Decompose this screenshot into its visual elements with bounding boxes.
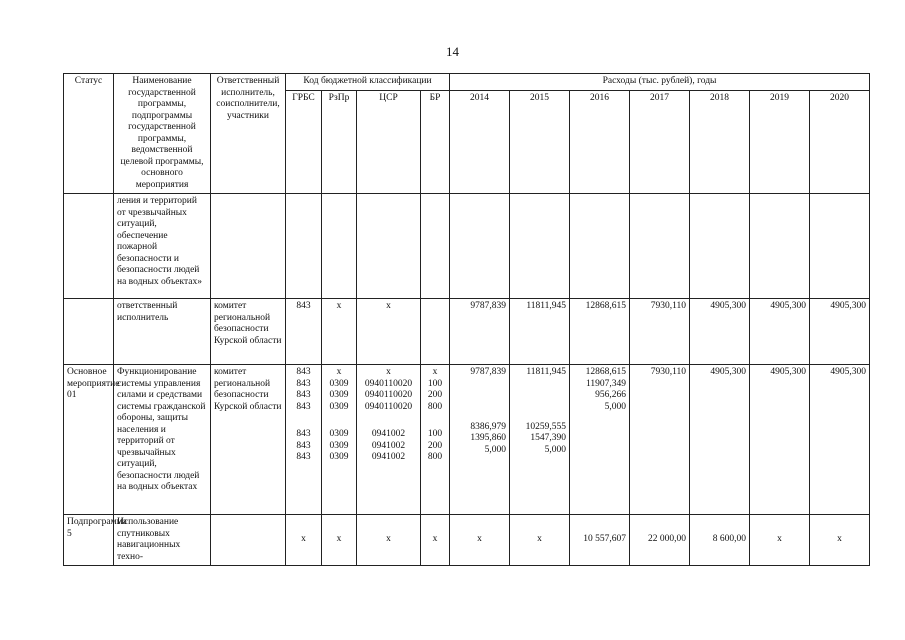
cell-2014: x — [450, 515, 510, 566]
header-name: Наименование государственной программы, подпрограммы государственной программы, ведомственной целевой программы, основного мероприятия — [114, 74, 211, 194]
header-year-2015: 2015 — [510, 90, 570, 193]
cell-2015-group — [510, 365, 570, 515]
cell-empty — [810, 194, 870, 299]
rzpr-block-1: x 0309 0309 0309 — [329, 367, 349, 412]
cell-2018: 8 600,00 — [690, 515, 750, 566]
cell-2019: x — [750, 515, 810, 566]
cell-rzpr: x — [322, 515, 357, 566]
page-number: 14 — [446, 44, 459, 59]
cell-empty — [211, 194, 286, 299]
rzpr-block-2: 0309 0309 0309 — [329, 429, 349, 462]
cell-empty — [421, 194, 450, 299]
table-row-responsible-exec — [64, 299, 870, 365]
cell-2014-group — [450, 365, 510, 515]
cell-empty — [570, 194, 630, 299]
budget-table — [63, 73, 870, 566]
cell-br-group — [421, 365, 450, 515]
cell-2017: 7930,110 — [630, 365, 690, 515]
cell-grbs-group — [286, 365, 322, 515]
cell-name: ления и территорий от чрезвычайных ситуаций, обеспечение пожарной безопасности и безопасности людей на водных объектах» — [114, 194, 211, 299]
cell-name: Использование спутниковых навигационных техно- — [114, 515, 211, 566]
cell-2020: x — [810, 515, 870, 566]
header-budget-code: Код бюджетной классификации — [286, 74, 450, 91]
cell-2014: 9787,839 — [450, 299, 510, 365]
cell-rzpr: x — [322, 299, 357, 365]
cell-rzpr-group — [322, 365, 357, 515]
csr-block-2: 0941002 0941002 0941002 — [371, 429, 406, 462]
cell-br: x — [421, 515, 450, 566]
cell-grbs: 843 — [286, 299, 322, 365]
grbs-block-1: 843 843 843 843 — [296, 367, 311, 412]
cell-2020: 4905,300 — [810, 365, 870, 515]
header-row-top — [64, 74, 870, 91]
header-expenses: Расходы (тыс. рублей), годы — [450, 74, 870, 91]
header-responsible: Ответственный исполнитель, соисполнители, участники — [211, 74, 286, 194]
cell-csr: x — [357, 515, 421, 566]
cell-2016: 10 557,607 — [570, 515, 630, 566]
table-row-subprogram-5 — [64, 515, 870, 566]
header-year-2017: 2017 — [630, 90, 690, 193]
cell-2017: 7930,110 — [630, 299, 690, 365]
cell-2016: 12868,615 — [570, 299, 630, 365]
header-grbs: ГРБС — [286, 90, 322, 193]
cell-csr: x — [357, 299, 421, 365]
cell-empty — [64, 194, 114, 299]
cell-2016: 12868,615 11907,349 956,266 5,000 — [570, 365, 630, 515]
cell-br — [421, 299, 450, 365]
cell-name: ответственный исполнитель — [114, 299, 211, 365]
cell-name: Функционирование системы управления силами и средствами системы гражданской обороны, защиты населения и территорий от чрезвычайных ситуаций, безопасности людей на водных объектах — [114, 365, 211, 515]
header-year-2016: 2016 — [570, 90, 630, 193]
cell-2018: 4905,300 — [690, 299, 750, 365]
header-year-2014: 2014 — [450, 90, 510, 193]
grbs-block-2: 843 843 843 — [296, 429, 311, 462]
cell-empty — [64, 299, 114, 365]
cell-empty — [286, 194, 322, 299]
v2015-block-1: 11811,945 — [526, 367, 567, 377]
header-status: Статус — [64, 74, 114, 194]
cell-2019: 4905,300 — [750, 365, 810, 515]
br-block-2: 100 200 800 — [427, 429, 443, 462]
table-row-continuation — [64, 194, 870, 299]
header-year-2018: 2018 — [690, 90, 750, 193]
v2015-block-2: 10259,555 1547,390 5,000 — [525, 421, 567, 455]
cell-2015: 11811,945 — [510, 299, 570, 365]
cell-empty — [322, 194, 357, 299]
cell-responsible: комитет региональной безопасности Курской области — [211, 299, 286, 365]
cell-status: Подпрограмма 5 — [64, 515, 114, 566]
cell-empty — [750, 194, 810, 299]
header-rzpr: РзПр — [322, 90, 357, 193]
cell-empty — [510, 194, 570, 299]
cell-grbs: x — [286, 515, 322, 566]
header-year-2020: 2020 — [810, 90, 870, 193]
header-csr: ЦСР — [357, 90, 421, 193]
table-row-main-event — [64, 365, 870, 515]
cell-empty — [450, 194, 510, 299]
cell-2020: 4905,300 — [810, 299, 870, 365]
cell-empty — [357, 194, 421, 299]
cell-responsible — [211, 515, 286, 566]
v2014-block-1: 9787,839 — [470, 367, 507, 377]
br-block-1: x 100 200 800 — [427, 367, 443, 412]
csr-block-1: x 0940110020 0940110020 0940110020 — [364, 367, 413, 412]
cell-2017: 22 000,00 — [630, 515, 690, 566]
cell-2018: 4905,300 — [690, 365, 750, 515]
cell-responsible: комитет региональной безопасности Курской области — [211, 365, 286, 515]
cell-2019: 4905,300 — [750, 299, 810, 365]
cell-2015: x — [510, 515, 570, 566]
header-year-2019: 2019 — [750, 90, 810, 193]
cell-csr-group — [357, 365, 421, 515]
cell-status: Основное мероприятие 01 — [64, 365, 114, 515]
header-br: БР — [421, 90, 450, 193]
v2014-block-2: 8386,979 1395,860 5,000 — [470, 421, 507, 455]
cell-empty — [690, 194, 750, 299]
cell-empty — [630, 194, 690, 299]
